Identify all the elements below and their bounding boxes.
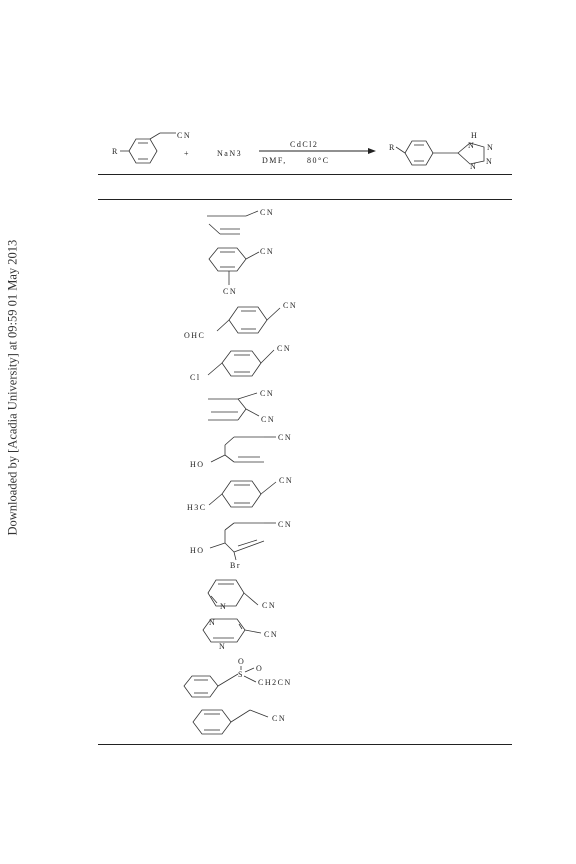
download-notice: Downloaded by [Acadia University] at 09:59 01 May 2013: [5, 239, 20, 536]
tetrazole-h-label: H: [471, 131, 479, 140]
substrate-2: [209, 247, 274, 296]
tetrazole-n2-label: N: [487, 143, 495, 152]
substrate-3-cn: CN: [283, 301, 298, 310]
substrate-2-cn: CN: [260, 247, 275, 256]
substrate-4: [190, 344, 291, 382]
substrate-11-o2: O: [256, 664, 264, 673]
substrate-6-sub: HO: [190, 460, 205, 469]
substrate-12-cn: CN: [272, 714, 287, 723]
substrate-10: [203, 618, 278, 651]
substrate-11: [184, 657, 292, 697]
substituent-r-label: R: [112, 147, 119, 156]
substrate-6: [190, 433, 292, 469]
substrate-7-cn: CN: [279, 476, 294, 485]
reagent-label: NaN3: [217, 149, 243, 158]
tetrazole-n4-label: N: [470, 162, 478, 171]
substrate-11-s: S: [238, 670, 244, 679]
substrate-10-ring-n: N: [209, 618, 217, 627]
tetrazole-n3-label: N: [486, 157, 494, 166]
substrate-1: [207, 208, 274, 234]
substrate-8-sub2: Br: [230, 561, 241, 570]
substrate-7: [187, 476, 293, 512]
catalyst-label: CdCl2: [290, 140, 319, 149]
conditions-temp-label: 80°C: [307, 156, 330, 165]
substrate-3: [184, 301, 297, 340]
substrate-9-ring-n: N: [220, 602, 228, 611]
substrate-12: [193, 710, 286, 734]
conditions-solvent-label: DMF,: [262, 156, 287, 165]
substrate-5-cn2: CN: [261, 415, 276, 424]
substrate-8: [190, 520, 292, 570]
substrate-6-cn: CN: [278, 433, 293, 442]
substrate-2-sub: CN: [223, 287, 238, 296]
reaction-arrowhead: [368, 148, 376, 154]
substrate-9-cn: CN: [262, 601, 277, 610]
nitrile-label: CN: [177, 131, 192, 140]
substrate-8-sub: HO: [190, 546, 205, 555]
substrate-11-cn: CH2CN: [258, 678, 292, 687]
substrate-9: [208, 580, 276, 611]
substrate-10-cn: CN: [264, 630, 279, 639]
product-r-label: R: [389, 143, 396, 152]
product-tetrazole: [389, 131, 494, 171]
substrate-1-cn: CN: [260, 208, 275, 217]
substrate-5-cn: CN: [260, 389, 275, 398]
substrate-4-sub: Cl: [190, 373, 201, 382]
substrate-3-sub: OHC: [184, 331, 206, 340]
substrate-7-sub: H3C: [187, 503, 207, 512]
plus-sign: +: [184, 149, 191, 158]
substrate-10-ring-n2: N: [219, 642, 227, 651]
substrate-8-cn: CN: [278, 520, 293, 529]
substrate-11-o1: O: [238, 657, 246, 666]
reactant-benzonitrile: [112, 131, 191, 163]
tetrazole-n1-label: N: [468, 141, 476, 150]
substrate-5: [208, 389, 275, 424]
substrate-4-cn: CN: [277, 344, 292, 353]
